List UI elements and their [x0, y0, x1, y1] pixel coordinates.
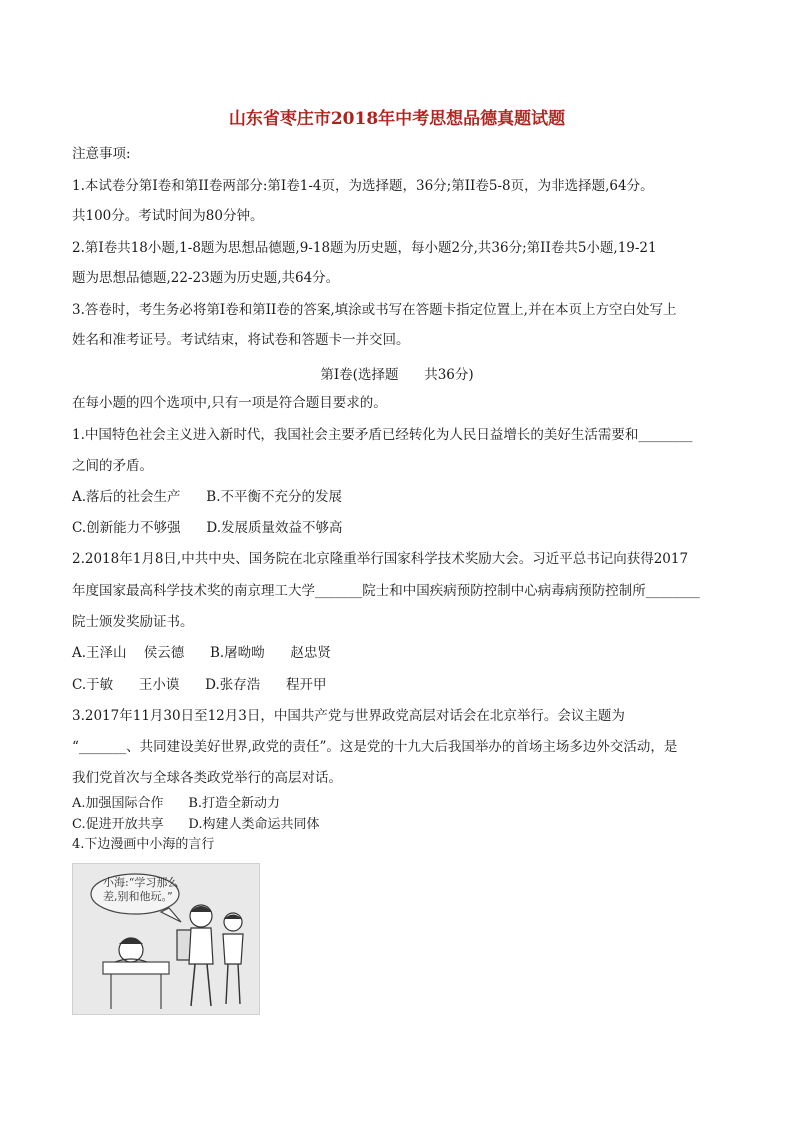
- question-line: 我们党首次与全球各类政党举行的高层对话。: [72, 770, 342, 786]
- option-line: A.加强国际合作 B.打造全新动力: [72, 796, 281, 811]
- option-line: C.于敏 王小谟 D.张存浩 程开甲: [72, 677, 327, 693]
- question-line: 年度国家最高科学技术奖的南京理工大学_______院士和中国疾病预防控制中心病毒病预防控制所________: [72, 583, 700, 599]
- question-line: “_______、共同建设美好世界,政党的责任”。这是党的十九大后我国举办的首场主场多边外交活动，是: [72, 739, 678, 755]
- notice-line: 3.答卷时，考生务必将第I卷和第II卷的答案,填涂或书写在答题卡指定位置上,并在本页上方空白处写上: [72, 302, 677, 318]
- question-line: 2.2018年1月8日,中共中央、国务院在北京隆重举行国家科学技术奖励大会。习近平总书记向获得2017: [72, 551, 689, 567]
- notice-header: 注意事项:: [72, 146, 131, 162]
- comic-illustration: [72, 863, 260, 1015]
- question-line: 之间的矛盾。: [72, 458, 153, 474]
- notice-line: 姓名和准考证号。考试结束，将试卷和答题卡一并交回。: [72, 332, 410, 348]
- notice-line: 2.第I卷共18小题,1-8题为思想品德题,9-18题为历史题，每小题2分,共36分;第II卷共5小题,19-21: [72, 240, 657, 256]
- instruction-text: 在每小题的四个选项中,只有一项是符合题目要求的。: [72, 395, 387, 411]
- notice-line: 题为思想品德题,22-23题为历史题,共64分。: [72, 270, 340, 286]
- notice-line: 共100分。考试时间为80分钟。: [72, 208, 264, 224]
- question-line: 3.2017年11月30日至12月3日，中国共产党与世界政党高层对话会在北京举行。会议主题为: [72, 708, 625, 724]
- option-line: A.落后的社会生产 B.不平衡不充分的发展: [72, 489, 342, 505]
- notice-line: 1.本试卷分第I卷和第II卷两部分:第I卷1-4页，为选择题，36分;第II卷5-8页，为非选择题,64分。: [72, 178, 654, 194]
- option-line: C.促进开放共享 D.构建人类命运共同体: [72, 817, 320, 832]
- option-line: A.王泽山 侯云德 B.屠呦呦 赵忠贤: [72, 645, 331, 661]
- question-line: 院士颁发奖励证书。: [72, 614, 194, 630]
- option-line: C.创新能力不够强 D.发展质量效益不够高: [72, 520, 343, 536]
- question-line: 4.下边漫画中小海的言行: [72, 837, 215, 852]
- section-title: 第I卷(选择题 共36分): [320, 367, 474, 383]
- comic-speech-text: 小海:“学习那么 差,别和他玩。”: [103, 876, 179, 903]
- question-line: 1.中国特色社会主义进入新时代，我国社会主要矛盾已经转化为人民日益增长的美好生活需要和________: [72, 427, 693, 443]
- page-title: 山东省枣庄市2018年中考思想品德真题试题: [228, 109, 566, 129]
